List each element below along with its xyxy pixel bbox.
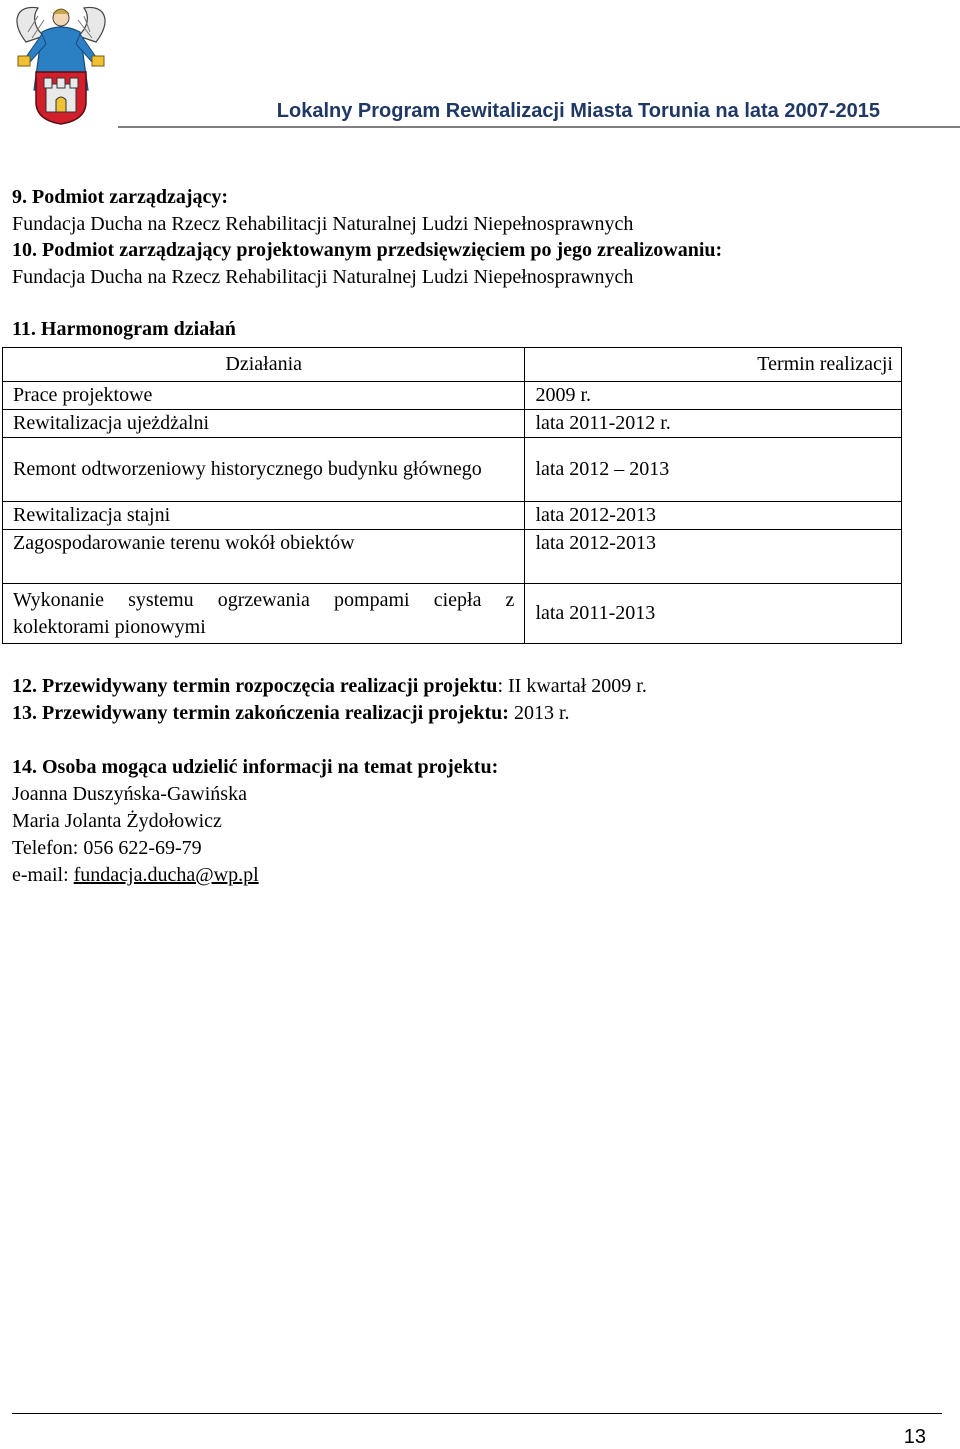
footer-divider <box>12 1413 942 1414</box>
table-row <box>3 438 902 502</box>
email-label: e-mail: <box>12 864 74 886</box>
contact-email-line <box>12 862 498 889</box>
table-row <box>3 584 902 644</box>
action-cell: Zagospodarowanie terenu wokół obiektów <box>3 530 525 584</box>
column-header-actions: Działania <box>3 348 525 382</box>
email-link[interactable]: fundacja.ducha@wp.pl <box>73 864 259 886</box>
section-12-line <box>12 673 647 700</box>
contact-person-1: Joanna Duszyńska-Gawińska <box>12 783 247 805</box>
section-13-value: 2013 r. <box>508 702 570 724</box>
section-9-text: Fundacja Ducha na Rzecz Rehabilitacji Naturalnej Ludzi Niepełnosprawnych <box>12 212 634 235</box>
section-10-text: Fundacja Ducha na Rzecz Rehabilitacji Naturalnej Ludzi Niepełnosprawnych <box>12 265 634 288</box>
deadline-cell: lata 2011-2013 <box>525 584 902 644</box>
action-cell: Prace projektowe <box>3 382 525 410</box>
section-13-label: 13. Przewidywany termin zakończenia realizacji projektu: <box>12 702 509 724</box>
deadline-cell: lata 2011-2012 r. <box>525 410 902 438</box>
table-row <box>3 410 902 438</box>
deadline-cell: lata 2012 – 2013 <box>525 438 902 502</box>
torun-coat-of-arms-angel-icon <box>8 2 114 126</box>
section-14 <box>12 754 498 889</box>
sections-12-13 <box>12 673 647 727</box>
table-header-row <box>3 348 902 382</box>
action-cell: Rewitalizacja stajni <box>3 502 525 530</box>
header-divider <box>118 126 960 128</box>
schedule-table <box>2 347 902 644</box>
table-row <box>3 382 902 410</box>
page-number: 13 <box>903 1426 926 1448</box>
contact-phone: Telefon: 056 622-69-79 <box>12 837 202 859</box>
section-9-heading: 9. Podmiot zarządzający: <box>12 186 229 208</box>
page-header <box>0 0 960 130</box>
action-cell: Remont odtworzeniowy historycznego budynku głównego <box>3 438 525 502</box>
section-14-heading: 14. Osoba mogąca udzielić informacji na temat projektu: <box>12 756 499 778</box>
section-12-value: : II kwartał 2009 r. <box>497 675 647 697</box>
action-cell: Wykonanie systemu ogrzewania pompami ciepła z kolektorami pionowymi <box>3 584 525 644</box>
table-row <box>3 530 902 584</box>
deadline-cell: lata 2012-2013 <box>525 530 902 584</box>
section-11-heading: 11. Harmonogram działań <box>12 318 236 340</box>
section-10-heading: 10. Podmiot zarządzający projektowanym przedsięwzięciem po jego zrealizowaniu: <box>12 239 723 261</box>
sections-9-10 <box>12 184 902 290</box>
document-title: Lokalny Program Rewitalizacji Miasta Torunia na lata 2007-2015 <box>276 100 880 122</box>
action-cell: Rewitalizacja ujeżdżalni <box>3 410 525 438</box>
section-12-label: 12. Przewidywany termin rozpoczęcia realizacji projektu <box>12 675 498 697</box>
deadline-cell: 2009 r. <box>525 382 902 410</box>
column-header-deadline: Termin realizacji <box>525 348 902 382</box>
section-13-line <box>12 700 647 727</box>
contact-person-2: Maria Jolanta Żydołowicz <box>12 810 222 832</box>
table-row <box>3 502 902 530</box>
deadline-cell: lata 2012-2013 <box>525 502 902 530</box>
